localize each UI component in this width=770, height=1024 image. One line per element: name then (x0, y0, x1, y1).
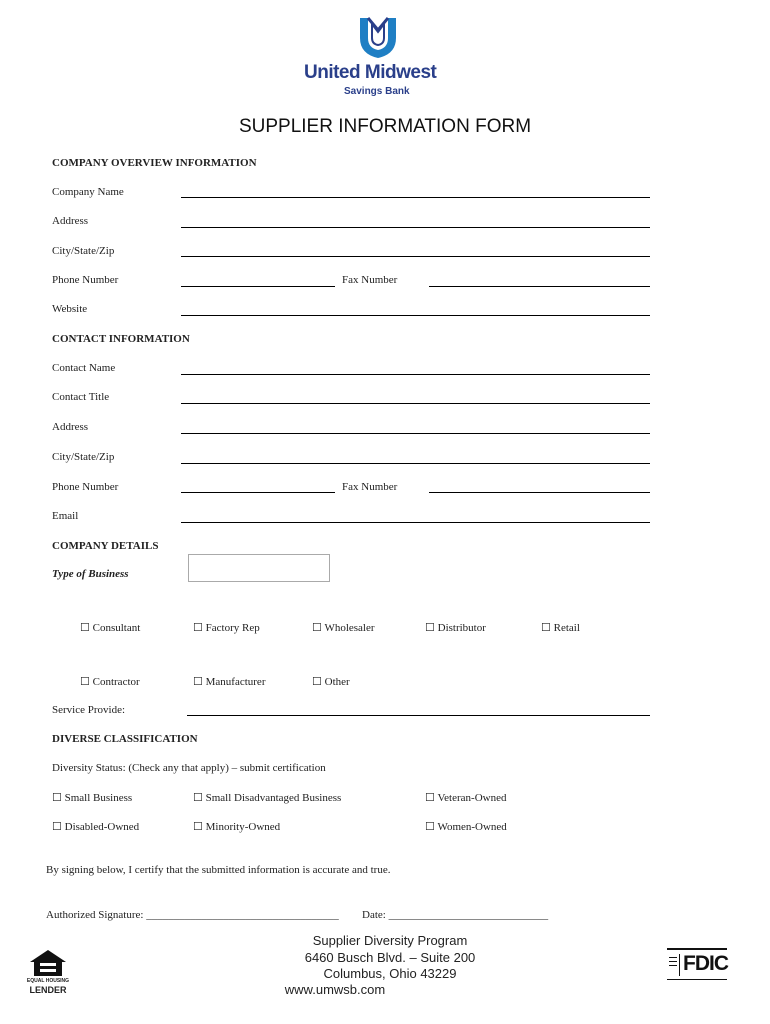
lender-text: LENDER (29, 985, 67, 995)
contact-title-label: Contact Title (52, 391, 110, 403)
checkbox-icon: ☐ (312, 622, 322, 634)
checkbox-veteran-owned[interactable]: ☐ Veteran-Owned (425, 792, 507, 804)
footer-city-line: Columbus, Ohio 43229 (323, 966, 457, 981)
city-state-zip-label: City/State/Zip (52, 245, 115, 257)
contact-fax-label: Fax Number (342, 481, 398, 493)
checkbox-icon: ☐ (425, 792, 435, 804)
checkbox-icon: ☐ (193, 622, 203, 634)
checkbox-small-business[interactable]: ☐ Small Business (52, 792, 133, 804)
email-label: Email (52, 510, 79, 522)
service-provide-label: Service Provide: (52, 704, 126, 716)
checkbox-distributor[interactable]: ☐ Distributor (425, 622, 486, 634)
footer-website-link[interactable]: www.umwsb.com (284, 982, 386, 997)
contact-phone-field[interactable] (181, 492, 335, 493)
website-field[interactable] (181, 315, 650, 316)
section-diverse-classification: DIVERSE CLASSIFICATION (52, 733, 198, 745)
footer-address-line: 6460 Busch Blvd. – Suite 200 (304, 950, 476, 965)
checkbox-icon: ☐ (52, 792, 62, 804)
logo (300, 14, 470, 104)
checkbox-other[interactable]: ☐ Other (312, 676, 350, 688)
phone-label: Phone Number (52, 274, 119, 286)
contact-address-field[interactable] (181, 433, 650, 434)
diversity-status-text: Diversity Status: (Check any that apply) – submit certification (52, 762, 326, 774)
email-field[interactable] (181, 522, 650, 523)
checkbox-icon: ☐ (193, 792, 203, 804)
contact-name-label: Contact Name (52, 362, 116, 374)
fdic-badge (667, 948, 727, 982)
fax-field[interactable] (429, 286, 650, 287)
checkbox-disabled-owned[interactable]: ☐ Disabled-Owned (52, 821, 140, 833)
authorized-signature-field[interactable]: Authorized Signature: ___________________________________ (46, 909, 339, 921)
equal-housing-small-text: EQUAL HOUSING (26, 978, 70, 984)
checkbox-icon: ☐ (193, 821, 203, 833)
section-company-overview: COMPANY OVERVIEW INFORMATION (52, 157, 257, 169)
checkbox-icon: ☐ (52, 821, 62, 833)
contact-name-field[interactable] (181, 374, 650, 375)
checkbox-wholesaler[interactable]: ☐ Wholesaler (312, 622, 375, 634)
contact-fax-field[interactable] (429, 492, 650, 493)
address-field[interactable] (181, 227, 650, 228)
equal-housing-icon (28, 948, 68, 978)
certify-statement: By signing below, I certify that the submitted information is accurate and true. (46, 864, 391, 876)
section-contact-information: CONTACT INFORMATION (52, 333, 190, 345)
checkbox-icon: ☐ (425, 821, 435, 833)
contact-city-state-zip-field[interactable] (181, 463, 650, 464)
checkbox-retail[interactable]: ☐ Retail (541, 622, 580, 634)
address-label: Address (52, 215, 89, 227)
checkbox-icon: ☐ (193, 676, 203, 688)
checkbox-women-owned[interactable]: ☐ Women-Owned (425, 821, 507, 833)
fdic-logo-text: FDIC (683, 952, 728, 975)
contact-title-field[interactable] (181, 403, 650, 404)
company-name-field[interactable] (181, 197, 650, 198)
contact-city-state-zip-label: City/State/Zip (52, 451, 115, 463)
checkbox-contractor[interactable]: ☐ Contractor (80, 676, 140, 688)
checkbox-minority-owned[interactable]: ☐ Minority-Owned (193, 821, 281, 833)
checkbox-small-disadvantaged-business[interactable]: ☐ Small Disadvantaged Business (193, 792, 342, 804)
service-provide-field[interactable] (187, 715, 650, 716)
checkbox-factory-rep[interactable]: ☐ Factory Rep (193, 622, 260, 634)
checkbox-icon: ☐ (312, 676, 322, 688)
fax-label: Fax Number (342, 274, 398, 286)
contact-phone-label: Phone Number (52, 481, 119, 493)
form-title: SUPPLIER INFORMATION FORM (238, 116, 532, 137)
date-field[interactable]: Date: _____________________________ (362, 909, 549, 921)
contact-address-label: Address (52, 421, 89, 433)
equal-housing-lender-badge (26, 948, 70, 996)
section-company-details: COMPANY DETAILS (52, 540, 159, 552)
checkbox-icon: ☐ (541, 622, 551, 634)
logo-subtitle: Savings Bank (344, 86, 410, 97)
type-of-business-label: Type of Business (52, 568, 129, 580)
type-of-business-input[interactable] (188, 554, 330, 582)
united-midwest-logo-icon (356, 14, 400, 60)
checkbox-consultant[interactable]: ☐ Consultant (80, 622, 141, 634)
checkbox-icon: ☐ (425, 622, 435, 634)
checkbox-icon: ☐ (80, 622, 90, 634)
footer-program: Supplier Diversity Program (312, 933, 468, 948)
website-label: Website (52, 303, 88, 315)
logo-name: United Midwest (304, 62, 437, 83)
checkbox-icon: ☐ (80, 676, 90, 688)
phone-field[interactable] (181, 286, 335, 287)
company-name-label: Company Name (52, 186, 124, 198)
city-state-zip-field[interactable] (181, 256, 650, 257)
checkbox-manufacturer[interactable]: ☐ Manufacturer (193, 676, 266, 688)
